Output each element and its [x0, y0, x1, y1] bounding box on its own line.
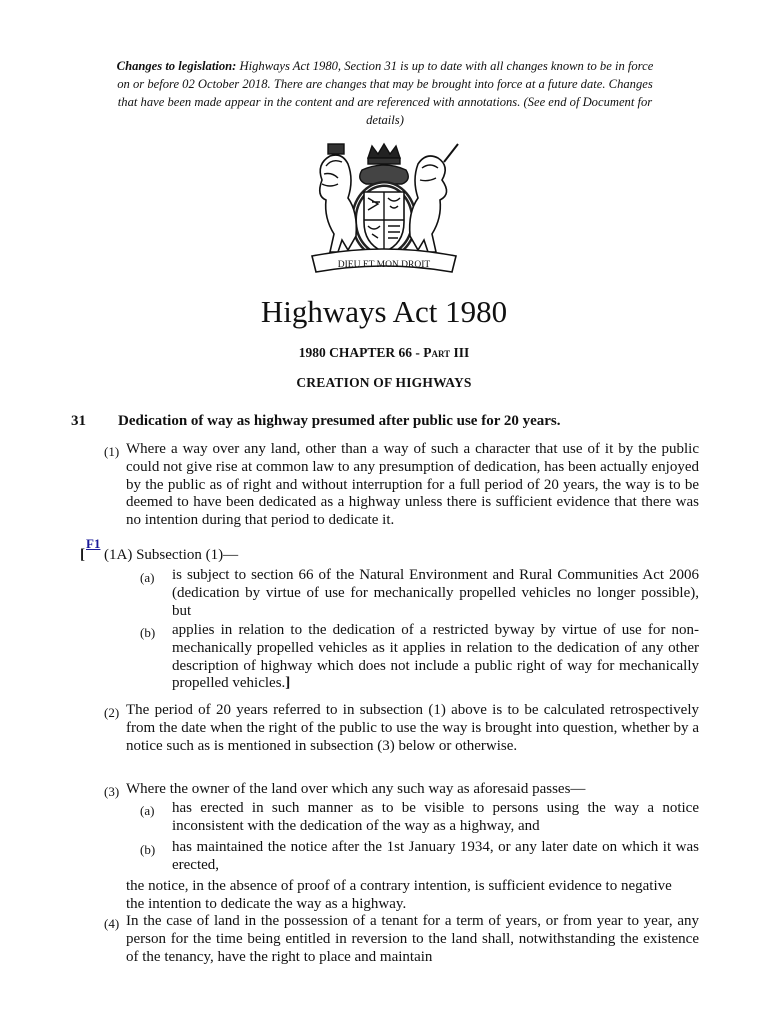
section-title: Dedication of way as highway presumed after public use for 20 years. — [118, 413, 561, 429]
subsection-1a-a-label: (a) — [140, 570, 155, 585]
chapter-number: 1980 CHAPTER 66 - — [298, 345, 424, 360]
amendment-open-bracket: [ — [80, 547, 85, 563]
subsection-1a-label: (1A) — [104, 547, 133, 563]
subsection-1-text: Where a way over any land, other than a way of such a character that use of it by the public could not give rise at common law to any presumption of dedication, has been actually enjoyed by the public as of right and without interruption for a full period of 20 years, the way is to be deemed to have been dedicated as a highway unless there is sufficient evidence that there was no intention during that period to dedicate it. — [126, 441, 699, 529]
notice-lead: Changes to legislation: — [116, 59, 237, 73]
document-title: Highways Act 1980 — [260, 294, 508, 329]
subsection-3-a-label: (a) — [140, 803, 155, 818]
amendment-close-bracket: ] — [285, 675, 291, 692]
subsection-2-text: The period of 20 years referred to in subsection (1) above is to be calculated retrospectively from the date when the right of the public to use the way is brought into question, whether by a notice such as is mentioned in subsection (3) below or otherwise. — [126, 702, 699, 754]
subsection-3-a-text: has erected in such manner as to be visible to persons using the way a notice inconsistent with the dedication of the way as a highway, and — [172, 800, 699, 834]
changes-notice — [112, 57, 658, 129]
subsection-3-b-label: (b) — [140, 842, 156, 857]
subsection-4-text: In the case of land in the possession of a tenant for a term of years, or from year to year, any person for the time being entitled in reversion to the land shall, notwithstanding the existence of the tenancy, have the right to place and maintain — [126, 913, 699, 965]
subsection-1a — [104, 547, 238, 565]
subsection-1-label: (1) — [104, 444, 120, 459]
subsection-2-label: (2) — [104, 705, 120, 720]
subsection-1a-a-text: is subject to section 66 of the Natural Environment and Rural Communities Act 2006 (dedication by virtue of use for mechanically propelled vehicles no longer possible), but — [172, 567, 699, 619]
part-number: Part III — [423, 345, 470, 360]
subsection-1a-b — [172, 622, 699, 693]
subsection-3-label: (3) — [104, 784, 120, 799]
royal-coat-of-arms-icon — [302, 140, 466, 276]
subsection-3-tail: the notice, in the absence of proof of a contrary intention, is sufficient evidence to negative the intention to dedicate the way as a highway. — [126, 878, 672, 912]
notice-text: Highways Act 1980, Section 31 is up to date with all changes known to be in force on or before 02 October 2018. There are changes that may be brought into force at a future date. Changes that have been made appear in the content and are referenced with annotations. (See end of Document for details) — [117, 59, 654, 127]
amendment-reference-link[interactable]: F1 — [86, 536, 101, 551]
subsection-3-b-text: has maintained the notice after the 1st January 1934, or any later date on which it was erected, — [172, 839, 699, 873]
subsection-1a-lead: Subsection (1)— — [136, 547, 239, 563]
chapter-line — [0, 345, 768, 361]
subsection-3-lead: Where the owner of the land over which any such way as aforesaid passes— — [126, 781, 586, 797]
part-title: CREATION OF HIGHWAYS — [296, 375, 472, 390]
subsection-1a-b-label: (b) — [140, 625, 156, 640]
subsection-1a-b-text: applies in relation to the dedication of a restricted byway by virtue of use for non-mechanically propelled vehicles as it applies in relation to the dedication of any other description of highway which does not include a public right of way for mechanically propelled vehicles. — [172, 622, 699, 692]
crest-motto: DIEU ET MON DROIT — [337, 260, 431, 270]
section-number: 31 — [71, 413, 86, 429]
subsection-4-label: (4) — [104, 916, 120, 931]
